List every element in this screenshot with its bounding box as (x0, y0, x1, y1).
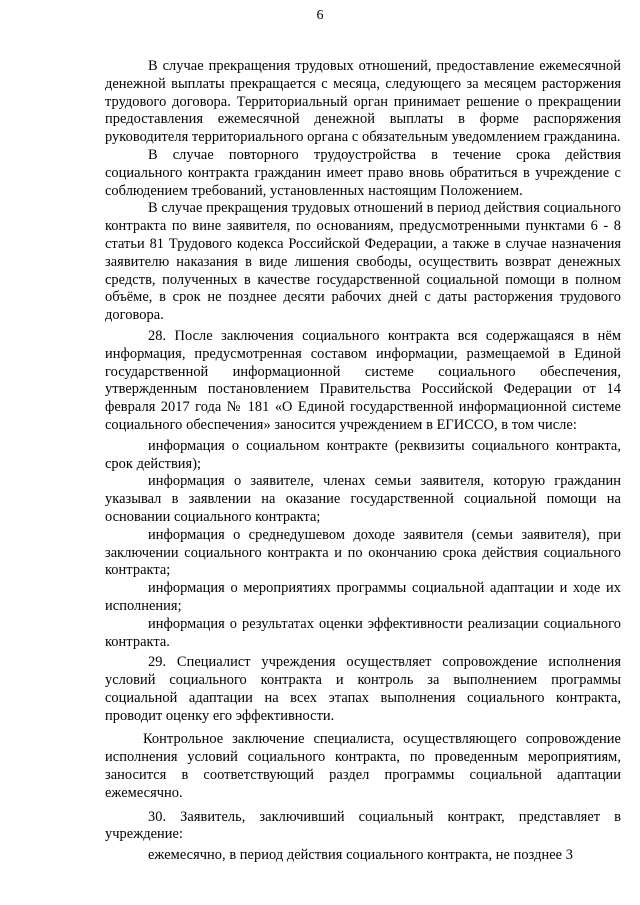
paragraph-re-employment: В случае повторного трудоустройства в течение срока действия социального контракта гражданин имеет право вновь обратиться в учреждение с соблюдением требований, установленных настоящим Положением. (105, 146, 621, 199)
paragraph-monthly-submission: ежемесячно, в период действия социального контракта, не позднее 3 (148, 847, 573, 864)
document-body (105, 58, 621, 865)
list-item-applicant-info: информация о заявителе, членах семьи заявителя, которую гражданин указывал в заявлении на оказание государственной социальной помощи на основании социального контракта; (105, 473, 621, 525)
list-item-contract-info: информация о социальном контракте (реквизиты социального контракта, срок действия); (105, 437, 621, 472)
paragraph-termination-by-fault: В случае прекращения трудовых отношений в период действия социального контракта по вине заявителя, по основаниям, предусмотренными пунктами 6 - 8 статьи 81 Трудового кодекса Российской Федерации, а также в случае назначения заявителю наказания в виде лишения свободы, осуществить возврат денежных средств, полученных в качестве государственной социальной помощи в полном объёме, в срок не позднее десяти рабочих дней с даты расторжения трудового договора. (105, 200, 621, 324)
list-item-evaluation-info: информация о результатах оценки эффективности реализации социального контракта. (105, 615, 621, 650)
paragraph-28-egisso: 28. После заключения социального контракта вся содержащаяся в нём информация, предусмотренная составом информации, размещаемой в Единой государственной информационной системе социального обеспечения, утвержденным постановлением Правительства Российской Федерации от 14 февраля 2017 года № 181 «О Единой государственной информационной системе социального обеспечения» заносится учреждением в ЕГИССО, в том числе: (105, 327, 621, 433)
paragraph-29-supervision: 29. Специалист учреждения осуществляет сопровождение исполнения условий социального контракта и контроль за выполнением программы социальной адаптации на всех этапах выполнения социального контракта, проводит оценку его эффективности. (105, 654, 621, 724)
paragraph-30-applicant-submits: 30. Заявитель, заключивший социальный контракт, представляет в учреждение: (105, 808, 621, 843)
list-item-income-info: информация о среднедушевом доходе заявителя (семьи заявителя), при заключении социального контракта и по окончанию срока действия социального контракта; (105, 526, 621, 579)
paragraph-control-conclusion: Контрольное заключение специалиста, осуществляющего сопровождение исполнения условий социального контракта, по проведенным мероприятиям, заносится в соответствующий раздел программы социальной адаптации ежемесячно. (105, 731, 621, 801)
page-number: 6 (316, 8, 324, 23)
paragraph-termination-of-employment: В случае прекращения трудовых отношений, предоставление ежемесячной денежной выплаты прекращается с месяца, следующего за месяцем расторжения трудового договора. Территориальный орган принимает решение о прекращении предоставления ежемесячной денежной выплаты в форме распоряжения руководителя территориального органа с обязательным уведомлением гражданина. (105, 58, 621, 146)
list-item-activities-info: информация о мероприятиях программы социальной адаптации и ходе их исполнения; (105, 580, 621, 614)
